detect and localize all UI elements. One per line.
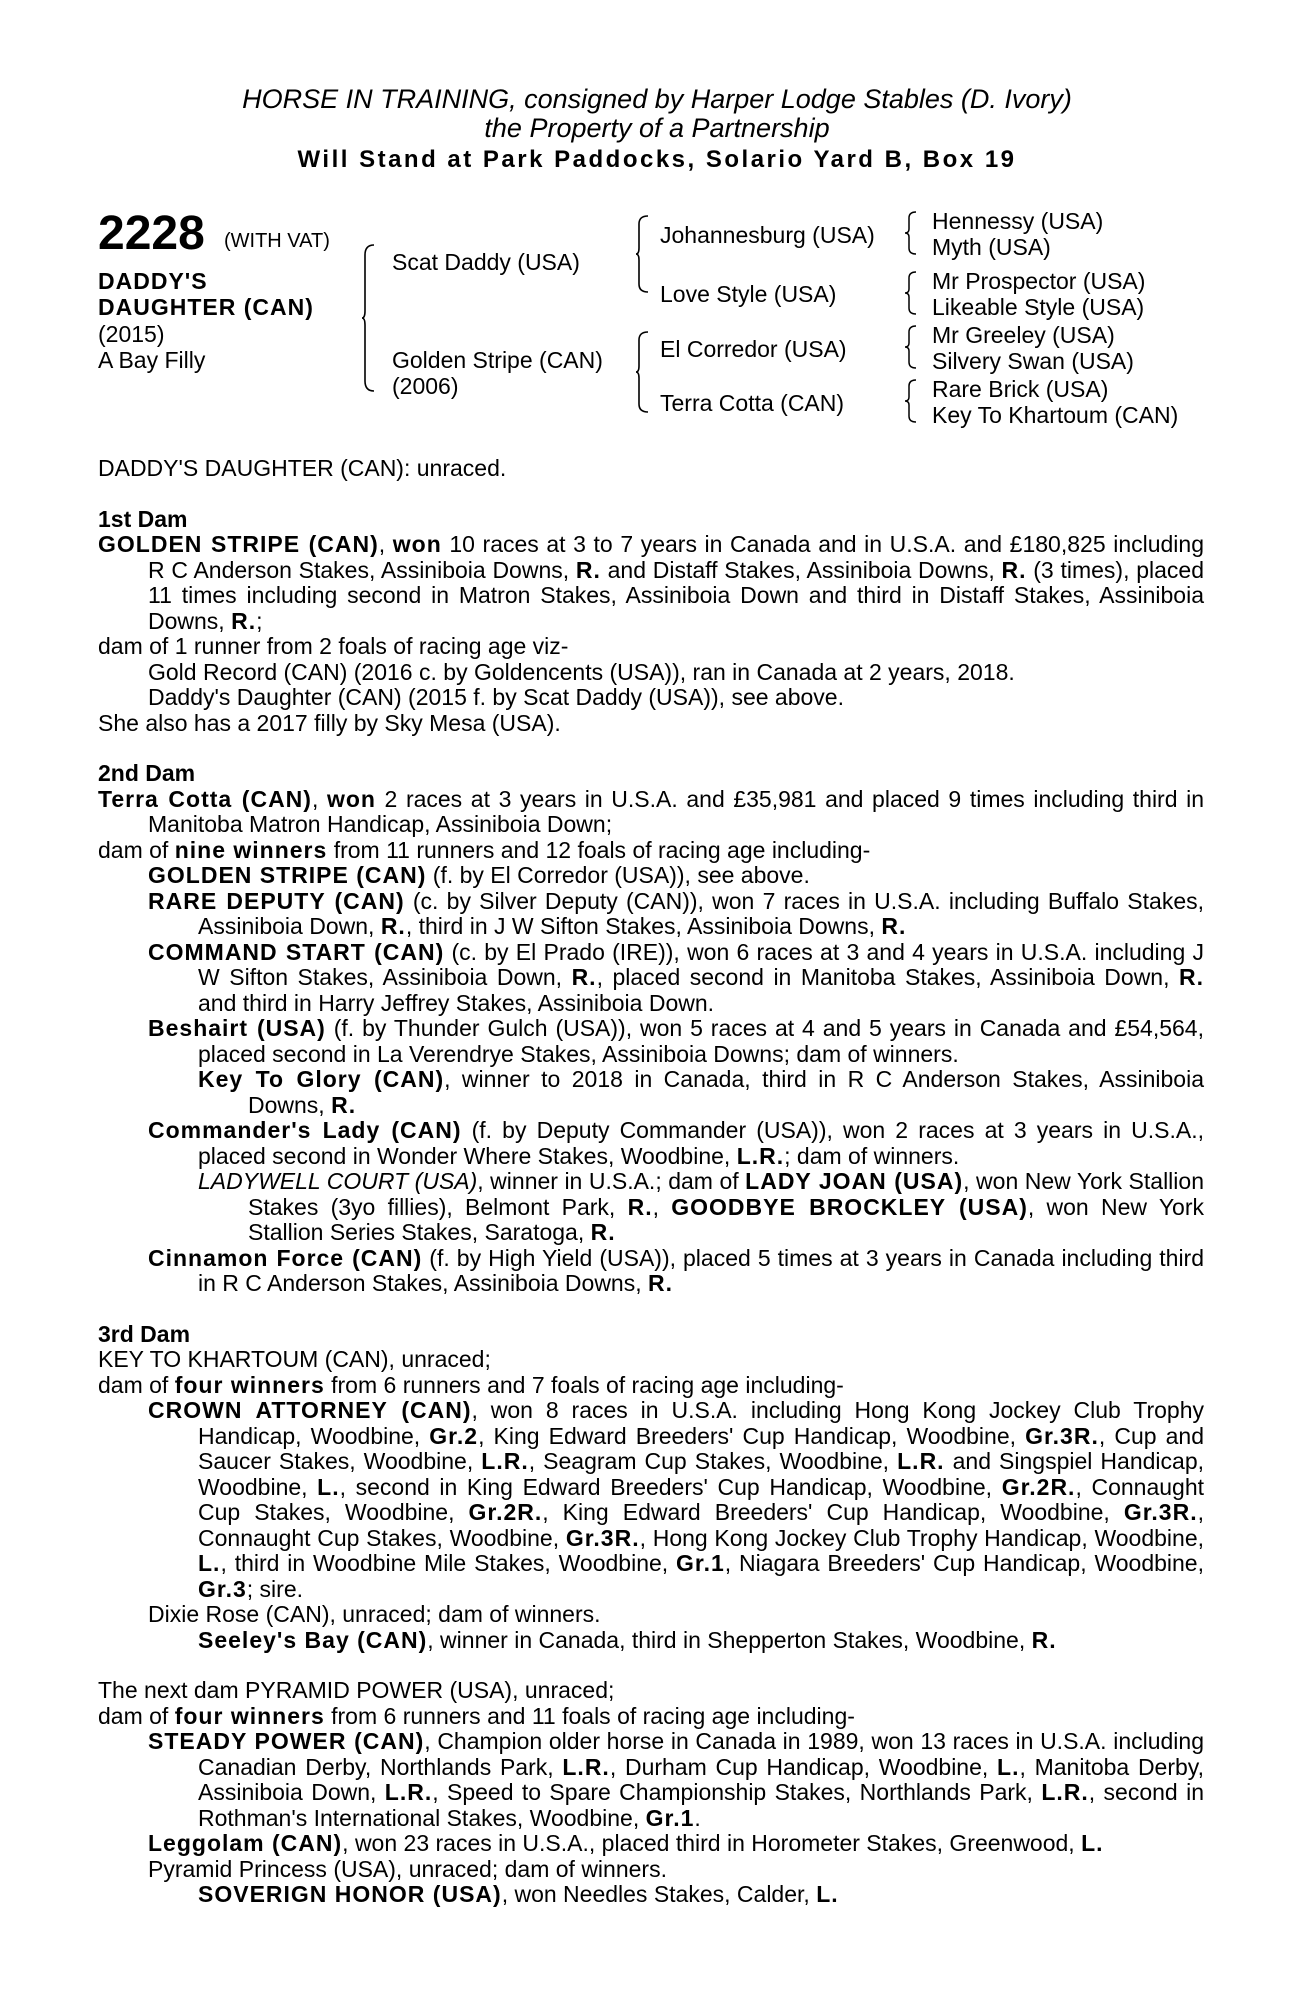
d2p9-2: LADY JOAN (USA) xyxy=(745,1168,964,1194)
d3p3-3: , King Edward Breeders' Cup Handicap, Woodbine, xyxy=(478,1422,1026,1449)
ndp4-1: , won 23 races in U.S.A., placed third in Horometer Stakes, Greenwood, xyxy=(342,1830,1082,1856)
dam3-produce-intro xyxy=(98,1373,1204,1399)
next-dam-record: The next dam PYRAMID POWER (USA), unraced; xyxy=(98,1677,615,1703)
horse-name-line2: DAUGHTER (CAN) xyxy=(98,294,314,320)
d2p5-0: COMMAND START (CAN) xyxy=(148,938,445,965)
d2p9-8: R. xyxy=(590,1219,616,1245)
dam3-record: KEY TO KHARTOUM (CAN), unraced; xyxy=(98,1346,491,1372)
ndp3-8: L.R. xyxy=(1041,1779,1089,1805)
horse-name-line1: DADDY'S xyxy=(98,268,208,294)
d2p4-3: , third in J W Sifton Stakes, Assiniboia Downs, xyxy=(405,913,882,939)
bracket-gen1-shape xyxy=(362,243,376,393)
d3p3-13: , Connaught Cup Stakes, Woodbine, xyxy=(198,1473,1205,1525)
bracket-gen3-4-shape xyxy=(905,378,917,424)
lot-number: 2228 xyxy=(98,207,205,260)
bracket-gen2-bottom xyxy=(636,330,650,414)
dam1-name: GOLDEN STRIPE (CAN) xyxy=(98,531,379,557)
pedigree-g5: Mr Greeley (USA) xyxy=(932,322,1115,348)
d3p5-2: R. xyxy=(1031,1626,1057,1653)
ndp4-2: L. xyxy=(1081,1830,1104,1856)
d2p5-1: (c. by El Prado (IRE)), won 6 races at 3 and 4 years in U.S.A. including J W Sifton Stakes, Assiniboia Down, xyxy=(198,938,1204,990)
ndp3-6: L.R. xyxy=(384,1779,433,1805)
pedigree-dam: Golden Stripe (CAN) xyxy=(392,347,603,373)
pedigree-dam-year: (2006) xyxy=(392,373,459,399)
dam1-produce-intro: dam of 1 runner from 2 foals of racing age viz- xyxy=(98,633,569,659)
d3p3-18: Gr.3R. xyxy=(565,1524,640,1551)
d2p8-2: L.R. xyxy=(736,1142,785,1169)
d2p6-0: Beshairt (USA) xyxy=(148,1015,326,1041)
bracket-gen3-3-shape xyxy=(905,324,917,370)
dam2-produce-beshairt xyxy=(148,1016,1204,1067)
d3p3-2: Gr.2 xyxy=(429,1422,479,1449)
d2p8-0: Commander's Lady (CAN) xyxy=(148,1117,462,1143)
ndp3-7: , Speed to Spare Championship Stakes, Northlands Park, xyxy=(432,1779,1042,1805)
pedigree-g2: Myth (USA) xyxy=(932,234,1051,260)
bracket-gen2-top xyxy=(636,214,650,294)
d2p4-2: R. xyxy=(380,913,406,939)
d2p10-0: Cinnamon Force (CAN) xyxy=(148,1244,423,1271)
dam1-heading: 1st Dam xyxy=(98,505,188,532)
d2p4-1: (c. by Silver Deputy (CAN)), won 7 races in U.S.A. including Buffalo Stakes, Assiniboia Down, xyxy=(198,887,1205,939)
pedigree-sire-sire: Johannesburg (USA) xyxy=(660,222,875,248)
header-consignor: HORSE IN TRAINING, consigned by Harper Lodge Stables (D. Ivory) xyxy=(242,84,1072,114)
pedigree-g7: Rare Brick (USA) xyxy=(932,376,1109,402)
d3p3-4: Gr.3R. xyxy=(1025,1422,1099,1449)
d3p3-22: Gr.1 xyxy=(676,1550,725,1576)
d2p5-5: and third in Harry Jeffrey Stakes, Assiniboia Down. xyxy=(198,989,715,1016)
d2p5-3: , placed second in Manitoba Stakes, Assiniboia Down, xyxy=(596,964,1179,990)
bracket-gen1 xyxy=(362,243,376,393)
section-gap xyxy=(98,1653,1204,1678)
dam1-t4: (3 times), placed 11 times including second in Matron Stakes, Assiniboia Down and third in Distaff Stakes, Assiniboia Downs, xyxy=(148,556,1204,634)
dam2-record xyxy=(98,787,1204,838)
dam1-r2: R. xyxy=(1001,556,1027,583)
dam2-produce-golden xyxy=(148,863,1204,889)
d2p5-4: R. xyxy=(1179,964,1204,990)
dam2-t1: , xyxy=(311,785,327,812)
d3p3-9: and Singspiel Handicap, Woodbine, xyxy=(198,1448,1204,1500)
d2p10-2: R. xyxy=(648,1270,674,1296)
pedigree-g8: Key To Khartoum (CAN) xyxy=(932,402,1179,428)
dam1-note: She also has a 2017 filly by Sky Mesa (USA). xyxy=(98,709,561,736)
ndp6-2: L. xyxy=(816,1881,839,1907)
d2p9-7: , won New York Stallion Series Stakes, Saratoga, xyxy=(248,1193,1205,1245)
d2p8-3: ; dam of winners. xyxy=(784,1142,960,1169)
bracket-gen2-bottom-shape xyxy=(636,330,650,414)
dam1-t1: , xyxy=(378,531,393,557)
dam1-won: won xyxy=(392,531,442,557)
dam1-t2: 10 races at 3 to 7 years in Canada and in U.S.A. and £180,825 including R C Anderson Stakes, Assiniboia Downs, xyxy=(148,531,1204,583)
horse-description: A Bay Filly xyxy=(98,347,206,373)
catalogue-body xyxy=(98,456,1204,1908)
d3p3-21: , third in Woodbine Mile Stakes, Woodbine, xyxy=(220,1550,677,1576)
d2p10-1: (f. by High Yield (USA)), placed 5 times at 3 years in Canada including third in R C Anderson Stakes, Assiniboia Downs, xyxy=(198,1244,1205,1296)
d3p3-7: , Seagram Cup Stakes, Woodbine, xyxy=(528,1448,898,1474)
d2p9-6: GOODBYE BROCKLEY (USA) xyxy=(671,1193,1028,1220)
d3p3-16: Gr.3R. xyxy=(1123,1499,1198,1525)
dam2-produce-intro xyxy=(98,838,1204,864)
d3p3-11: , second in King Edward Breeders' Cup Handicap, Woodbine, xyxy=(339,1473,1002,1500)
dam2-pi2: from 11 runners and 12 foals of racing age including- xyxy=(327,836,871,863)
d3p3-19: , Hong Kong Jockey Club Trophy Handicap, Woodbine, xyxy=(639,1524,1204,1551)
dam1-r3: R. xyxy=(231,607,257,634)
dam2-produce-keytoglory xyxy=(198,1067,1204,1118)
dam2-t2: 2 races at 3 years in U.S.A. and £35,981 and placed 9 times including third in Manitoba Matron Handicap, Assiniboia Down; xyxy=(148,785,1204,837)
d2p5-2: R. xyxy=(571,964,597,990)
ndp3-2: L.R. xyxy=(562,1753,610,1780)
ndp3-3: , Durham Cup Handicap, Woodbine, xyxy=(609,1753,998,1780)
bracket-gen3-3 xyxy=(905,324,917,370)
d3p5-1: , winner in Canada, third in Shepperton Stakes, Woodbine, xyxy=(427,1626,1032,1653)
d2p8-1: (f. by Deputy Commander (USA)), won 2 races at 3 years in U.S.A., placed second in Wonder Where Stakes, Woodbine, xyxy=(198,1117,1204,1169)
d2p7-1: , winner to 2018 in Canada, third in R C Anderson Stakes, Assiniboia Downs, xyxy=(248,1066,1204,1118)
dam3-produce-crown xyxy=(148,1398,1204,1602)
dam1-produce-2: Daddy's Daughter (CAN) (2015 f. by Scat Daddy (USA)), see above. xyxy=(148,684,844,710)
d3p3-0: CROWN ATTORNEY (CAN) xyxy=(148,1397,472,1423)
pedigree-sire: Scat Daddy (USA) xyxy=(392,249,580,275)
next-dam-produce-soverign xyxy=(198,1882,1204,1908)
pedigree-g6: Silvery Swan (USA) xyxy=(932,348,1134,374)
pedigree-dam-dam: Terra Cotta (CAN) xyxy=(660,390,845,416)
d3p3-25: ; sire. xyxy=(246,1575,303,1602)
dam1-produce-1: Gold Record (CAN) (2016 c. by Goldencents (USA)), ran in Canada at 2 years, 2018. xyxy=(148,658,1015,685)
dam2-won: won xyxy=(326,785,376,812)
pedigree-g3: Mr Prospector (USA) xyxy=(932,268,1146,294)
d2p9-4: R. xyxy=(627,1193,653,1220)
pedigree-sire-dam: Love Style (USA) xyxy=(660,281,837,307)
dam1-t5: ; xyxy=(256,607,263,634)
dam2-winners: nine winners xyxy=(174,836,328,863)
d2p4-0: RARE DEPUTY (CAN) xyxy=(148,887,405,914)
next-dam-produce-intro xyxy=(98,1704,1204,1730)
bracket-gen3-4 xyxy=(905,378,917,424)
d2p9-5: , xyxy=(652,1193,672,1220)
d3p3-6: L.R. xyxy=(481,1448,529,1474)
header-property: the Property of a Partnership xyxy=(484,113,830,143)
d2p3-1: (f. by El Corredor (USA)), see above. xyxy=(426,862,810,888)
bracket-gen3-1 xyxy=(905,210,917,256)
dam2-heading: 2nd Dam xyxy=(98,760,196,786)
dam2-produce-cinnamon xyxy=(148,1246,1204,1297)
unraced-line: DADDY'S DAUGHTER (CAN): unraced. xyxy=(98,455,507,481)
ndp3-4: L. xyxy=(997,1753,1020,1780)
d3p3-12: Gr.2R. xyxy=(1001,1473,1076,1500)
d3p3-20: L. xyxy=(198,1550,221,1576)
d3p3-24: Gr.3 xyxy=(198,1575,247,1602)
dam2-produce-command xyxy=(148,940,1204,1017)
ndp3-10: Gr.1 xyxy=(645,1804,695,1831)
d3p2-0: dam of xyxy=(98,1371,175,1398)
dam2-produce-ladywell xyxy=(198,1169,1204,1246)
d2p7-0: Key To Glory (CAN) xyxy=(198,1066,445,1092)
d2p4-4: R. xyxy=(881,913,907,939)
dam1-t3: and Distaff Stakes, Assiniboia Downs, xyxy=(600,556,1002,583)
ndp3-5: , Manitoba Derby, Assiniboia Down, xyxy=(198,1753,1204,1805)
d3p5-0: Seeley's Bay (CAN) xyxy=(198,1626,428,1653)
d3p3-17: , Connaught Cup Stakes, Woodbine, xyxy=(198,1499,1204,1551)
ndp6-1: , won Needles Stakes, Calder, xyxy=(501,1881,817,1907)
pedigree-g4: Likeable Style (USA) xyxy=(932,294,1145,320)
dam2-name: Terra Cotta (CAN) xyxy=(98,785,312,812)
d3p2-1: four winners xyxy=(174,1371,325,1398)
d3p3-23: , Niagara Breeders' Cup Handicap, Woodbine, xyxy=(724,1550,1204,1576)
bracket-gen2-top-shape xyxy=(636,214,650,294)
dam3-produce-dixie: Dixie Rose (CAN), unraced; dam of winners. xyxy=(148,1601,601,1627)
d2p7-2: R. xyxy=(331,1091,357,1118)
next-dam-produce-steady xyxy=(148,1729,1204,1831)
dam3-heading: 3rd Dam xyxy=(98,1320,191,1347)
d2p9-1: , winner in U.S.A.; dam of xyxy=(477,1168,746,1194)
pedigree-g1: Hennessy (USA) xyxy=(932,208,1104,234)
ndp3-9: , second in Rothman's International Stakes, Woodbine, xyxy=(198,1779,1204,1831)
ndp2-1: four winners xyxy=(174,1702,325,1729)
bracket-gen3-2-shape xyxy=(905,270,917,316)
next-dam-produce-leggolam xyxy=(148,1831,1204,1857)
d3p3-1: , won 8 races in U.S.A. including Hong Kong Jockey Club Trophy Handicap, Woodbine, xyxy=(198,1397,1204,1449)
d2p3-0: GOLDEN STRIPE (CAN) xyxy=(148,862,427,888)
foaling-year: (2015) xyxy=(98,321,165,347)
d3p3-14: Gr.2R. xyxy=(468,1499,543,1525)
dam1-r1: R. xyxy=(575,556,601,583)
d2p9-3: , won New York Stallion Stakes (3yo fillies), Belmont Park, xyxy=(248,1168,1204,1220)
ndp3-0: STEADY POWER (CAN) xyxy=(148,1728,425,1754)
d3p3-8: L.R. xyxy=(897,1448,945,1474)
dam3-produce-seeleys xyxy=(198,1628,1204,1654)
vat-note: (WITH VAT) xyxy=(224,230,330,252)
d2p6-1: (f. by Thunder Gulch (USA)), won 5 races at 4 and 5 years in Canada and £54,564, placed second in La Verendrye Stakes, Assiniboia Downs; dam of winners. xyxy=(198,1015,1204,1067)
dam2-pi1: dam of xyxy=(98,836,175,863)
bracket-gen3-2 xyxy=(905,270,917,316)
dam2-produce-rare xyxy=(148,889,1204,940)
ndp6-0: SOVERIGN HONOR (USA) xyxy=(198,1881,502,1907)
d3p3-10: L. xyxy=(317,1473,340,1500)
dam2-produce-commanders-lady xyxy=(148,1118,1204,1169)
d3p3-15: , King Edward Breeders' Cup Handicap, Woodbine, xyxy=(542,1499,1124,1525)
ndp2-0: dam of xyxy=(98,1702,175,1729)
ndp4-0: Leggolam (CAN) xyxy=(148,1830,343,1856)
pedigree-dam-sire: El Corredor (USA) xyxy=(660,336,847,362)
next-dam-produce-pyramid: Pyramid Princess (USA), unraced; dam of winners. xyxy=(148,1855,667,1882)
dam1-record xyxy=(98,532,1204,634)
header-location: Will Stand at Park Paddocks, Solario Yard B, Box 19 xyxy=(297,146,1017,173)
ndp3-1: , Champion older horse in Canada in 1989, won 13 races in U.S.A. including Canadian Derby, Northlands Park, xyxy=(198,1728,1204,1780)
bracket-gen3-1-shape xyxy=(905,210,917,256)
d3p2-2: from 6 runners and 7 foals of racing age including- xyxy=(324,1371,844,1398)
ndp2-2: from 6 runners and 11 foals of racing age including- xyxy=(324,1702,855,1729)
ndp3-11: . xyxy=(694,1804,701,1831)
d2p9-0: LADYWELL COURT (USA) xyxy=(198,1168,478,1194)
d3p3-5: , Cup and Saucer Stakes, Woodbine, xyxy=(198,1422,1204,1474)
